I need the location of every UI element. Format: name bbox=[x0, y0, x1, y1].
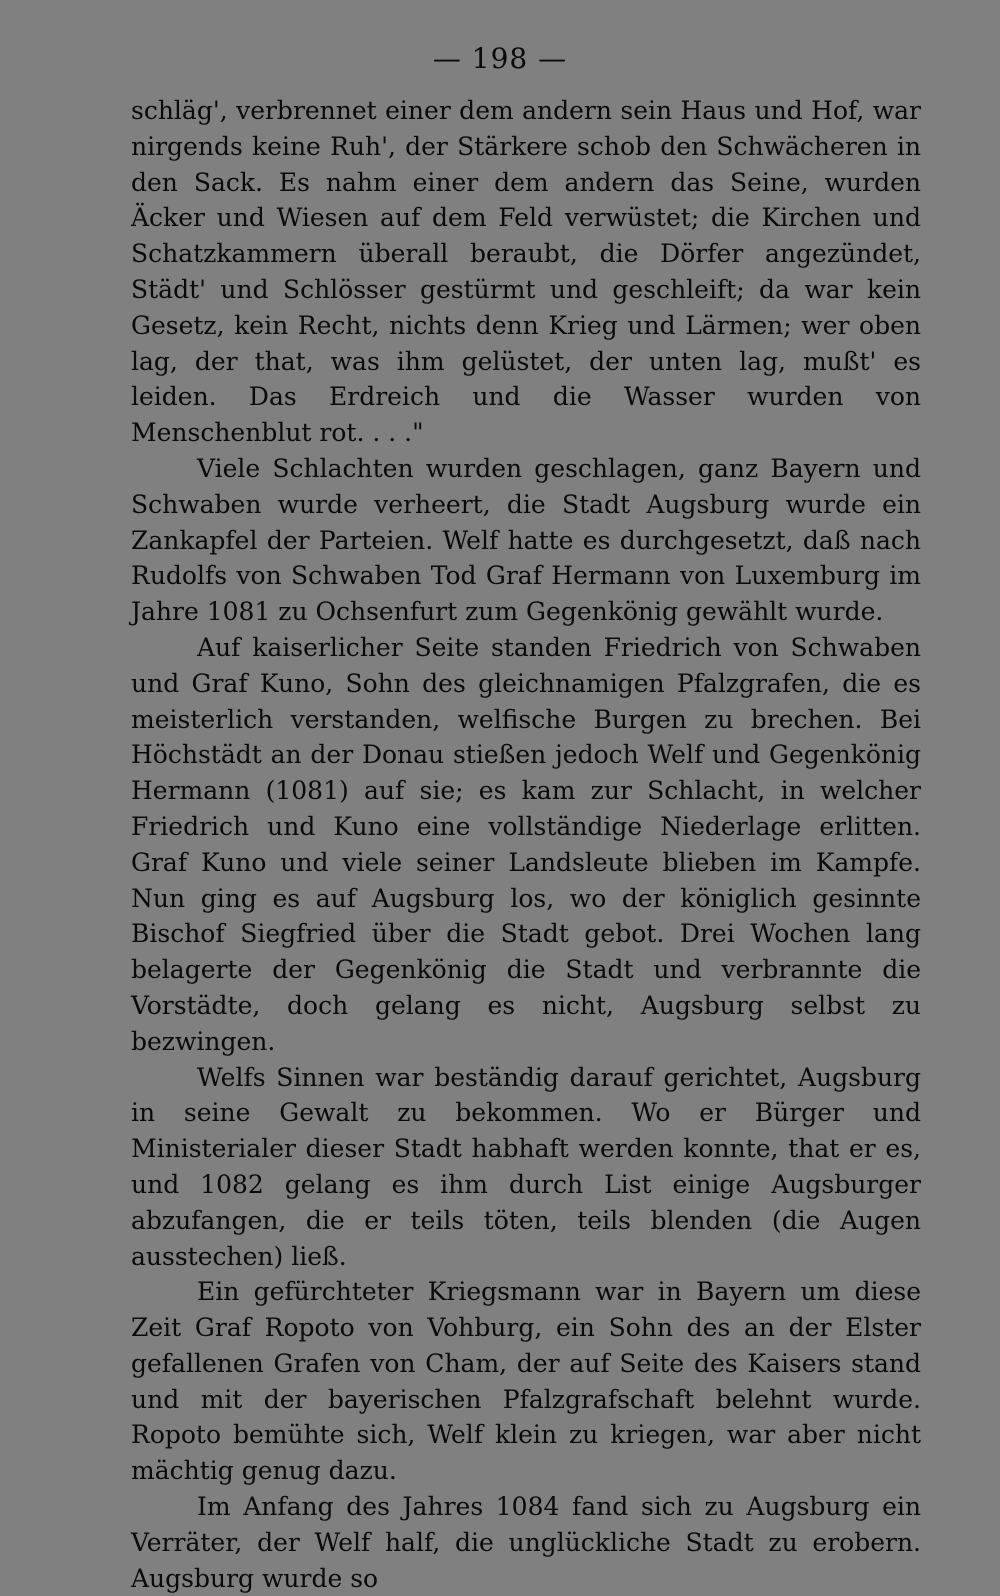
paragraph-2: Viele Schlachten wurden geschlagen, ganz Bayern und Schwaben wurde verheert, die Stadt Augsburg wurde ein Zankapfel der Parteien. Welf hatte es durchgesetzt, daß nach Rudolfs von Schwaben Tod Graf Hermann von Luxemburg im Jahre 1081 zu Ochsenfurt zum Gegenkönig gewählt wurde. bbox=[131, 453, 921, 627]
body-text bbox=[131, 93, 921, 1596]
paragraph-1: schläg', verbrennet einer dem andern sein Haus und Hof, war nirgends keine Ruh', der Stärkere schob den Schwächeren in den Sack. Es nahm einer dem andern das Seine, wurden Äcker und Wiesen auf dem Feld verwüstet; die Kirchen und Schatzkammern überall beraubt, die Dörfer angezündet, Städt' und Schlösser gestürmt und geschleift; da war kein Gesetz, kein Recht, nichts denn Krieg und Lärmen; wer oben lag, der that, was ihm gelüstet, der unten lag, mußt' es leiden. Das Erdreich und die Wasser wurden von Menschenblut rot. . . ." bbox=[131, 96, 921, 448]
page-number: — 198 — bbox=[432, 42, 568, 75]
paragraph-5: Ein gefürchteter Kriegsmann war in Bayern um diese Zeit Graf Ropoto von Vohburg, ein Sohn des an der Elster gefallenen Grafen von Cham, der auf Seite des Kaisers stand und mit der bayerischen Pfalzgrafschaft belehnt wurde. Ropoto bemühte sich, Welf klein zu kriegen, war aber nicht mächtig genug dazu. bbox=[131, 1277, 921, 1486]
paragraph-3: Auf kaiserlicher Seite standen Friedrich von Schwaben und Graf Kuno, Sohn des gleichnamigen Pfalzgrafen, die es meisterlich verstanden, welfische Burgen zu brechen. Bei Höchstädt an der Donau stießen jedoch Welf und Gegenkönig Hermann (1081) auf sie; es kam zur Schlacht, in welcher Friedrich und Kuno eine vollständige Niederlage erlitten. Graf Kuno und viele seiner Landsleute blieben im Kampfe. Nun ging es auf Augsburg los, wo der königlich gesinnte Bischof Siegfried über die Stadt gebot. Drei Wochen lang belagerte der Gegenkönig die Stadt und verbrannte die Vorstädte, doch gelang es nicht, Augsburg selbst zu bezwingen. bbox=[131, 632, 921, 1056]
paragraph-4: Welfs Sinnen war beständig darauf gerichtet, Augsburg in seine Gewalt zu bekommen. Wo er Bürger und Ministerialer dieser Stadt habhaft werden konnte, that er es, und 1082 gelang es ihm durch List einige Augsburger abzufangen, die er teils töten, teils blenden (die Augen ausstechen) ließ. bbox=[131, 1062, 921, 1271]
paragraph-6: Im Anfang des Jahres 1084 fand sich zu Augsburg ein Verräter, der Welf half, die unglückliche Stadt zu erobern. Augsburg wurde so bbox=[131, 1492, 921, 1593]
